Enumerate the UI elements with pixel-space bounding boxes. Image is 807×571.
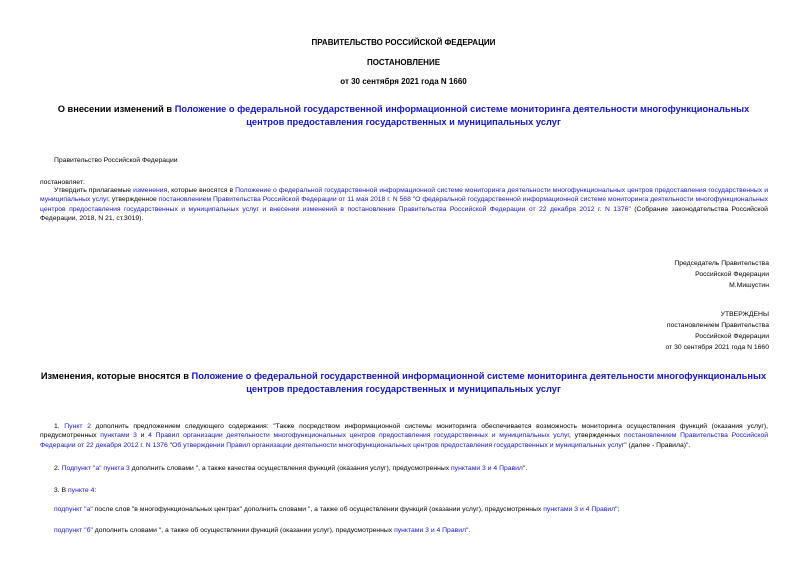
link-changes[interactable]: изменения xyxy=(133,187,168,194)
approved-line2: постановлением Правительства xyxy=(666,322,769,329)
link-points-3-4-rules-a[interactable]: пунктами 3 и 4 Правил xyxy=(543,506,616,513)
changes-title xyxy=(30,370,777,396)
link-points-3-4-rules[interactable]: пунктами 3 и 4 Правил xyxy=(451,465,523,472)
link-point-4[interactable]: 4 xyxy=(148,432,152,440)
signature-line1: Председатель Правительства xyxy=(674,260,769,267)
changes-title-link[interactable]: Положение о федеральной государственной информационной системе мониторинга деятельности многофункциональных центров предоставления государственных и муниципальных услуг xyxy=(191,371,767,394)
signature-name: М.Мишустин xyxy=(729,282,769,289)
link-decree-568[interactable]: постановлением Правительства Российской Федерации от 11 мая 2018 г. N 568 "О федеральной государственной информационной системе мониторинга деятельности многофункциональных центров предоставления государственных и муниципальных услуг и внесении изменений в постановление Правительства Российской Федерации от 22 декабря 2012 г. N 1376" xyxy=(40,196,768,213)
date-number: от 30 сентября 2021 года N 1660 xyxy=(340,77,467,86)
subpoint-a: подпункт "а" после слов "в многофункциональных центрах" дополнить словами ", а также об осуществлении функций (оказании услуг), предусмотренных пунктами 3 и 4 Правил"; xyxy=(54,506,620,513)
subpoint-b: подпункт "б" дополнить словами ", а также об осуществлении функций (оказании услуг), предусмотренных пунктами 3 и 4 Правил". xyxy=(54,527,471,534)
approved-line1: УТВЕРЖДЕНЫ xyxy=(720,311,769,318)
item-2: 2. Подпункт "а" пункта 3 дополнить словами ", а также качества осуществления функций (оказания услуг), предусмотренных пунктами 3 и 4 Правил". xyxy=(54,465,528,472)
link-regulation[interactable]: Положение о федеральной государственной информационной системе мониторинга деятельности многофункциональных центров предоставления государственных и муниципальных услуг xyxy=(40,187,768,204)
changes-title-prefix: Изменения, которые вносятся в xyxy=(40,371,192,381)
title-prefix: О внесении изменений в xyxy=(57,104,175,114)
decree-title xyxy=(50,103,757,129)
link-points-3-4-rules-b[interactable]: пунктами 3 и 4 Правил xyxy=(394,527,466,534)
item-1: 1. Пункт 2 дополнить предложением следующего содержания: "Также посредством информационной системы мониторинга обеспечивается возможность мониторинга осуществления функций (оказания услуг), предусмотренных пунктами 3 и 4 Правил организации деятельности многофункциональных центров предоставления государственных и муниципальных услуг, утвержденных постановлением Правительства Российской Федерации от 22 декабря 2012 г. N 1376 "Об утверждении Правил организации деятельности многофункциональных центров предоставления государственных и муниципальных услуг" (далее - Правила)". xyxy=(40,423,769,449)
link-decree-1376[interactable]: постановлением Правительства Российской Федерации от 22 декабря 2012 г. N 1376 xyxy=(40,432,769,449)
item-3: 3. В пункте 4: xyxy=(54,487,97,494)
link-subpoint-a-point-3[interactable]: Подпункт "а" пункта 3 xyxy=(61,465,130,472)
title-link[interactable]: Положение о федеральной государственной информационной системе мониторинга деятельности многофункциональных центров предоставления государственных и муниципальных услуг xyxy=(174,104,750,127)
link-point-4-item3[interactable]: пункте 4 xyxy=(67,487,95,494)
decree-paragraph: Утвердить прилагаемые изменения, которые вносятся в Положение о федеральной государственной информационной системе мониторинга деятельности многофункциональных центров предоставления государственных и муниципальных услуг, утвержденное постановлением Правительства Российской Федерации от 11 мая 2018 г. N 568 "О федеральной государственной информационной системе мониторинга деятельности многофункциональных центров предоставления государственных и муниципальных услуг и внесении изменений в постановление Правительства Российской Федерации от 22 декабря 2012 г. N 1376" (Собрание законодательства Российской Федерации, 2018, N 21, ст.3019). xyxy=(40,187,768,223)
link-rules-approval[interactable]: Об утверждении Правил организации деятельности многофункциональных центров предоставления государственных и муниципальных услуг xyxy=(172,441,625,449)
doc-type-heading: ПОСТАНОВЛЕНИЕ xyxy=(366,58,441,67)
link-rules[interactable]: Правил организации деятельности многофункциональных центров предоставления государственных и муниципальных услуг xyxy=(155,432,570,440)
signature-line2: Российской Федерации xyxy=(695,271,769,278)
preamble-resolves: постановляет: xyxy=(40,179,85,186)
approved-line4: от 30 сентября 2021 года N 1660 xyxy=(665,344,769,351)
link-subpoint-a[interactable]: подпункт "а" xyxy=(54,506,93,513)
link-point-2[interactable]: Пункт 2 xyxy=(64,423,91,430)
link-points-3[interactable]: пунктами 3 xyxy=(100,432,137,440)
approved-line3: Российской Федерации xyxy=(695,333,769,340)
preamble-gov: Правительство Российской Федерации xyxy=(54,157,178,164)
link-subpoint-b[interactable]: подпункт "б" xyxy=(54,527,93,534)
government-heading: ПРАВИТЕЛЬСТВО РОССИЙСКОЙ ФЕДЕРАЦИИ xyxy=(311,38,496,47)
